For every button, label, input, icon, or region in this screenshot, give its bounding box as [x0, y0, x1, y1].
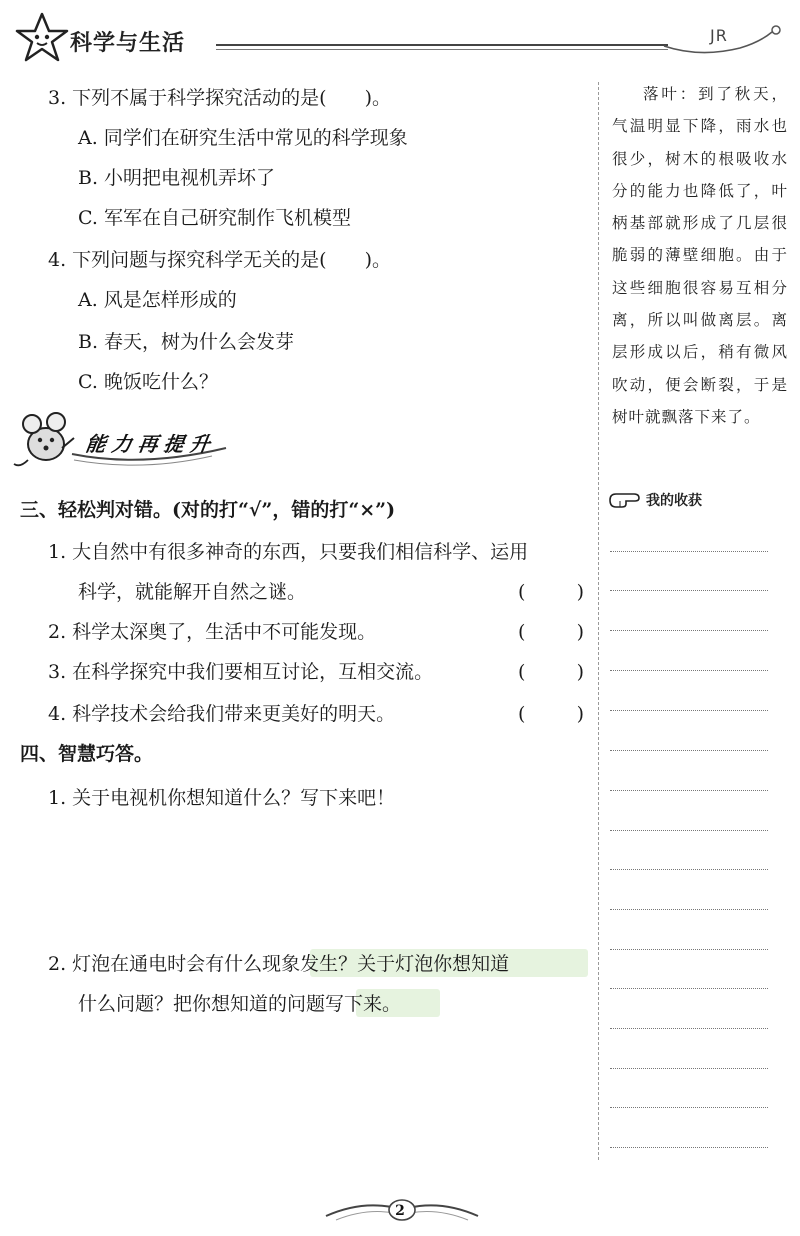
paren-open: (: [518, 581, 526, 603]
pointing-hand-icon: [608, 490, 642, 510]
answer-paren-2[interactable]: [518, 620, 584, 644]
note-line[interactable]: [610, 988, 768, 989]
paren-open: (: [518, 703, 526, 725]
page-number: 2: [395, 1203, 405, 1219]
question-4-option-c: C. 晚饭吃什么？: [78, 371, 218, 393]
answer-area-1[interactable]: [48, 820, 588, 940]
note-line[interactable]: [610, 750, 768, 751]
note-line[interactable]: [610, 1147, 768, 1148]
note-line[interactable]: [610, 1068, 768, 1069]
note-line[interactable]: [610, 630, 768, 631]
answer-area-2[interactable]: [48, 1030, 588, 1170]
paren-close: ): [576, 621, 584, 643]
question-3-option-a: A. 同学们在研究生活中常见的科学现象: [78, 127, 408, 149]
note-line[interactable]: [610, 909, 768, 910]
open-question-1: 1. 关于电视机你想知道什么？写下来吧！: [48, 787, 396, 809]
header-title: 科学与生活: [70, 31, 186, 56]
header-rule: [216, 44, 668, 46]
judge-item-4: 4. 科学技术会给我们带来更美好的明天。: [48, 703, 396, 725]
answer-paren-1[interactable]: [518, 580, 584, 604]
judge-item-1-line2: 科学，就能解开自然之谜。: [78, 581, 307, 603]
paren-close: ): [576, 703, 584, 725]
paren-close: ): [576, 581, 584, 603]
note-line[interactable]: [610, 949, 768, 950]
note-line[interactable]: [610, 670, 768, 671]
question-4-option-b: B. 春天，树为什么会发芽: [78, 331, 295, 353]
paren-open: (: [518, 621, 526, 643]
judge-item-1-line1: 1. 大自然中有很多神奇的东西，只要我们相信科学、运用: [48, 541, 529, 563]
paren-open: (: [518, 661, 526, 683]
page-header: [0, 0, 800, 70]
question-3-stem: 3. 下列不属于科学探究活动的是( )。: [48, 87, 391, 109]
question-3-option-c: C. 军军在自己研究制作飞机模型: [78, 207, 351, 229]
open-question-2-line2: 什么问题？把你想知道的问题写下来。: [78, 993, 402, 1015]
note-line[interactable]: [610, 830, 768, 831]
sidebar-divider: [598, 82, 599, 1160]
note-line[interactable]: [610, 590, 768, 591]
answer-paren-4[interactable]: [518, 702, 584, 726]
star-mascot-icon: [14, 12, 70, 64]
header-rule-thin: [216, 49, 668, 50]
judge-item-3: 3. 在科学探究中我们要相互讨论，互相交流。: [48, 661, 434, 683]
note-line[interactable]: [610, 869, 768, 870]
question-3-option-b: B. 小明把电视机弄坏了: [78, 167, 276, 189]
note-line[interactable]: [610, 790, 768, 791]
note-line[interactable]: [610, 1107, 768, 1108]
section-4-heading: 四、智慧巧答。: [20, 743, 154, 765]
question-4-stem: 4. 下列问题与探究科学无关的是( )。: [48, 249, 391, 271]
note-line[interactable]: [610, 1028, 768, 1029]
note-line[interactable]: [610, 551, 768, 552]
note-line[interactable]: [610, 710, 768, 711]
sidebar-note: 落叶：到了秋天，气温明显下降，雨水也很少，树木的根吸收水分的能力也降低了，叶柄基部就形成了几层很脆弱的薄壁细胞。由于这些细胞很容易互相分离，所以叫做离层。离层形成以后，稍有微风吹动，便会断裂，于是树叶就飘落下来了。: [612, 85, 788, 426]
answer-paren-3[interactable]: [518, 660, 584, 684]
my-harvest-label: 我的收获: [646, 493, 702, 509]
section-3-heading: 三、轻松判对错。(对的打“√”，错的打“×”): [20, 499, 396, 521]
ability-banner-title: 能力再提升: [84, 432, 218, 456]
my-harvest-header: [608, 488, 702, 512]
header-code: JR: [710, 26, 728, 45]
open-question-2-line1: 2. 灯泡在通电时会有什么现象发生？关于灯泡你想知道: [48, 953, 510, 975]
paren-close: ): [576, 661, 584, 683]
judge-item-2: 2. 科学太深奥了，生活中不可能发现。: [48, 621, 377, 643]
question-4-option-a: A. 风是怎样形成的: [78, 289, 237, 311]
